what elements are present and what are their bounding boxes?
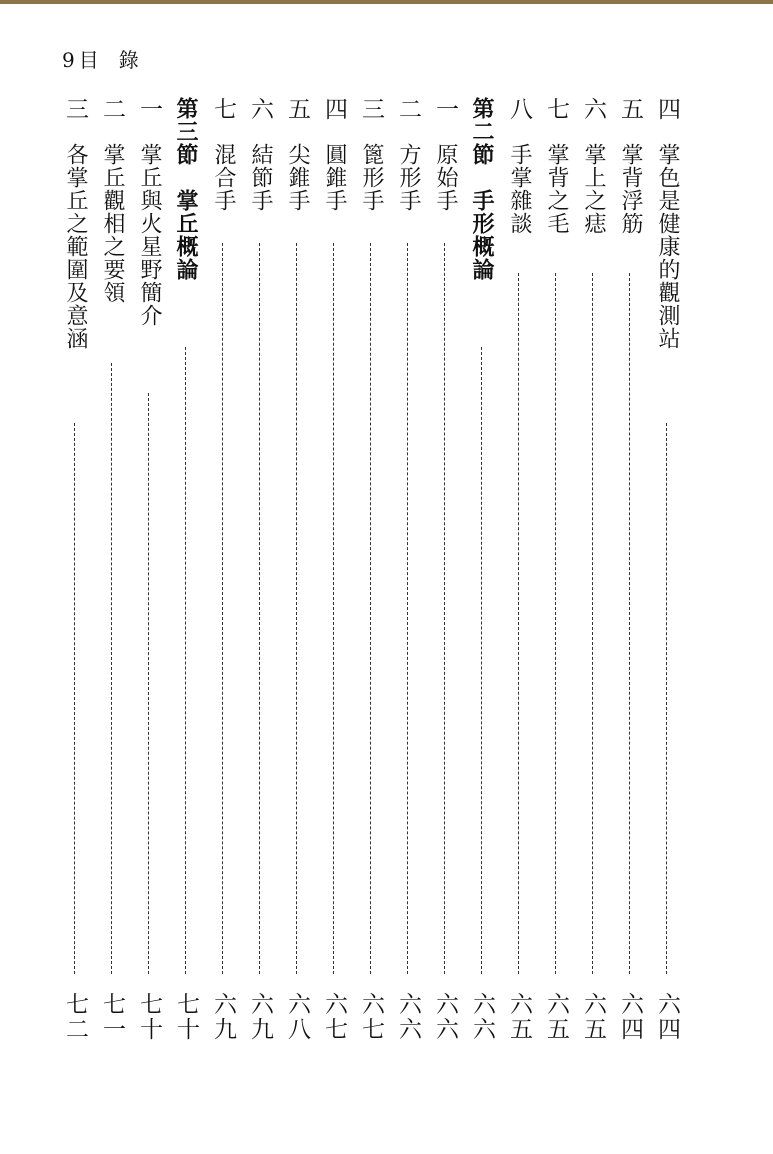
toc-entry-number: 七 xyxy=(543,97,569,121)
toc-entry-number: 六 xyxy=(247,97,273,121)
toc-page-number: 六八 xyxy=(284,992,310,1042)
toc-entry-title: 方形手 xyxy=(396,143,421,212)
toc-entry-number: 八 xyxy=(506,97,532,121)
toc-section-title: 第三節 掌丘概論 xyxy=(173,97,199,281)
toc-page-number: 六六 xyxy=(432,992,458,1042)
dotted-leader xyxy=(222,243,223,974)
dotted-leader xyxy=(185,347,186,974)
page-number: 9 xyxy=(62,48,77,72)
toc-entry[interactable] xyxy=(430,97,460,1042)
toc-page-number: 六七 xyxy=(321,992,347,1042)
toc-entry[interactable] xyxy=(356,97,386,1042)
toc-entry-title: 尖錐手 xyxy=(285,143,310,212)
toc-entry-number: 五 xyxy=(617,97,643,121)
toc-entry-number: 三 xyxy=(358,97,384,121)
toc-entry-number: 二 xyxy=(395,97,421,121)
toc-page-number: 六五 xyxy=(506,992,532,1042)
toc-entry[interactable] xyxy=(467,97,497,1042)
toc-entry-title: 掌丘觀相之要領 xyxy=(100,143,125,304)
header-title-part2: 錄 xyxy=(118,48,141,72)
dotted-leader xyxy=(444,243,445,974)
dotted-leader xyxy=(259,243,260,974)
toc-page-number: 七二 xyxy=(62,992,88,1042)
toc-entry-number: 六 xyxy=(580,97,606,121)
toc-page-number: 六六 xyxy=(469,992,495,1042)
toc-entry-title: 結節手 xyxy=(248,143,273,212)
dotted-leader xyxy=(629,273,630,974)
toc-entry-title: 掌背浮筋 xyxy=(618,143,643,235)
toc-page-number: 六七 xyxy=(358,992,384,1042)
toc-page-number: 七一 xyxy=(99,992,125,1042)
toc-entry-number: 四 xyxy=(654,97,680,121)
toc-entry-title: 各掌丘之範圍及意涵 xyxy=(63,143,88,350)
toc-entry-number: 一 xyxy=(136,97,162,121)
dotted-leader xyxy=(592,273,593,974)
toc-entry-number: 四 xyxy=(321,97,347,121)
toc-section-title: 第二節 手形概論 xyxy=(469,97,495,281)
toc-entry-number: 三 xyxy=(62,97,88,121)
toc-entry[interactable] xyxy=(504,97,534,1042)
toc-entry[interactable] xyxy=(282,97,312,1042)
toc-entry-title: 掌丘與火星野簡介 xyxy=(137,143,162,327)
toc-entry[interactable] xyxy=(134,97,164,1042)
toc-page-number: 六六 xyxy=(395,992,421,1042)
toc-entry[interactable] xyxy=(171,97,201,1042)
toc-entry[interactable] xyxy=(541,97,571,1042)
toc-entry-title: 掌上之痣 xyxy=(581,143,606,235)
toc-entry[interactable] xyxy=(319,97,349,1042)
toc-page-number: 六五 xyxy=(580,992,606,1042)
toc-entry[interactable] xyxy=(652,97,682,1042)
toc-page-number: 六四 xyxy=(617,992,643,1042)
toc-page-number: 七十 xyxy=(173,992,199,1042)
toc-entry-title: 掌背之毛 xyxy=(544,143,569,235)
toc-entry[interactable] xyxy=(245,97,275,1042)
toc-entry-number: 二 xyxy=(99,97,125,121)
dotted-leader xyxy=(296,243,297,974)
toc-entry-title: 原始手 xyxy=(433,143,458,212)
header-title-part1: 目 xyxy=(78,48,101,72)
toc-entry[interactable] xyxy=(615,97,645,1042)
toc-entry-number: 一 xyxy=(432,97,458,121)
dotted-leader xyxy=(111,363,112,974)
toc-page-number: 六九 xyxy=(210,992,236,1042)
toc-entry-number: 五 xyxy=(284,97,310,121)
toc-entry-title: 掌色是健康的觀測站 xyxy=(655,143,680,350)
toc-entry[interactable] xyxy=(97,97,127,1042)
dotted-leader xyxy=(407,243,408,974)
toc-entry[interactable] xyxy=(393,97,423,1042)
toc-entry-title: 圓錐手 xyxy=(322,143,347,212)
toc-page-number: 六四 xyxy=(654,992,680,1042)
toc-entry-title: 篦形手 xyxy=(359,143,384,212)
toc-entry[interactable] xyxy=(60,97,90,1042)
dotted-leader xyxy=(333,243,334,974)
dotted-leader xyxy=(518,273,519,974)
toc-page-number: 六九 xyxy=(247,992,273,1042)
dotted-leader xyxy=(148,393,149,974)
dotted-leader xyxy=(370,243,371,974)
dotted-leader xyxy=(555,273,556,974)
dotted-leader xyxy=(74,423,75,974)
toc-entry-number: 七 xyxy=(210,97,236,121)
toc-entry-title: 手掌雜談 xyxy=(507,143,532,235)
toc-page-number: 七十 xyxy=(136,992,162,1042)
toc-entry[interactable] xyxy=(578,97,608,1042)
dotted-leader xyxy=(481,347,482,974)
dotted-leader xyxy=(666,423,667,974)
toc-entry-title: 混合手 xyxy=(211,143,236,212)
toc-entry[interactable] xyxy=(208,97,238,1042)
toc-page-number: 六五 xyxy=(543,992,569,1042)
